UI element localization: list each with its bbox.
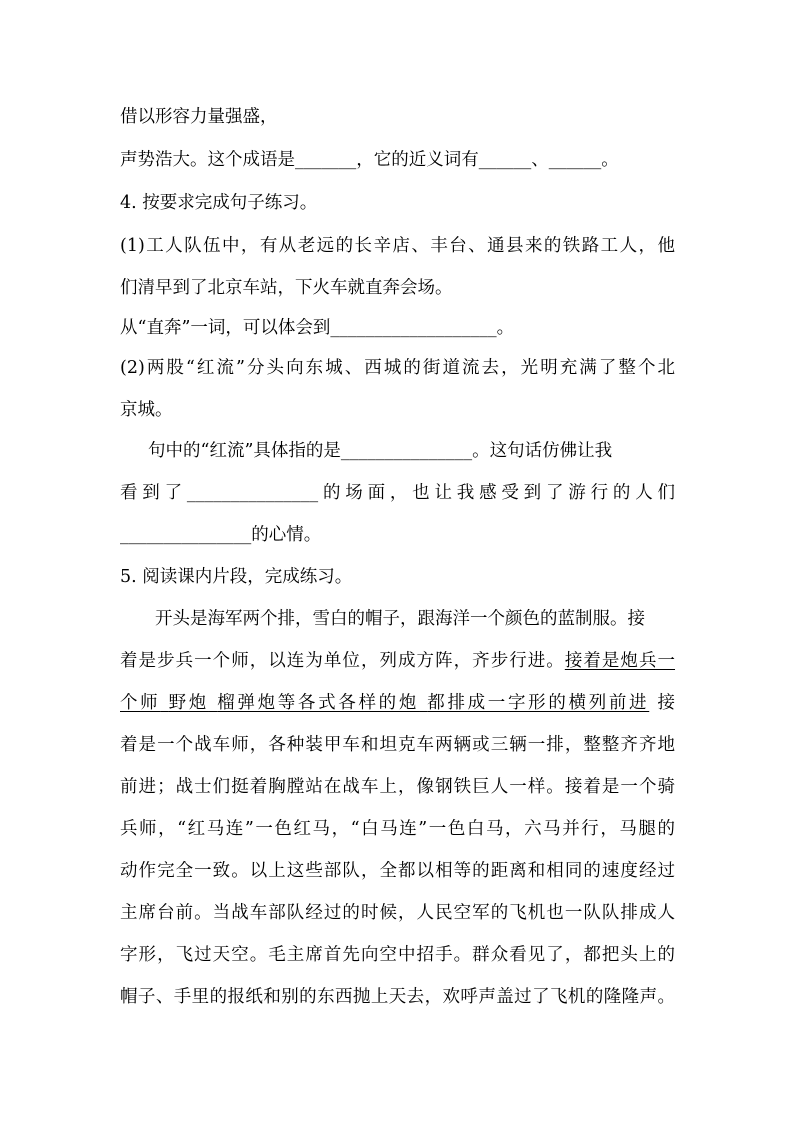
question-4-2-prompt: _______________的心情。 — [120, 525, 322, 545]
underlined-sentence: 接着是炮兵一 — [564, 651, 676, 671]
passage-line — [120, 692, 675, 714]
question-4-1-line: (1)工人队伍中，有从老远的长辛店、丰台、通县来的铁路工人，他 — [120, 236, 675, 256]
question-4-1-line: 们清早到了北京车站，下火车就直奔会场。 — [120, 278, 453, 298]
passage-line: 兵师，“红马连”一色红马，“白马连”一色白马，六马并行，马腿的 — [120, 819, 675, 839]
text-line: 借以形容力量强盛， — [120, 107, 278, 127]
passage-line — [120, 650, 675, 672]
question-5-title: 5. 阅读课内片段，完成练习。 — [120, 567, 353, 587]
question-4-2-line: (2)两股“红流”分头向东城、西城的街道流去，光明充满了整个北 — [120, 358, 675, 378]
question-4-2-prompt: 看到了_______________的场面，也让我感受到了游行的人们 — [120, 483, 675, 503]
passage-line: 前进；战士们挺着胸膛站在战车上，像钢铁巨人一样。接着是一个骑 — [120, 777, 675, 797]
question-4-1-prompt: 从“直奔”一词，可以体会到___________________。 — [120, 318, 515, 338]
passage-line: 字形，飞过天空。毛主席首先向空中招手。群众看见了，都把头上的 — [120, 945, 675, 965]
passage-line: 主席台前。当战车部队经过的时候，人民空军的飞机也一队队排成人 — [120, 903, 675, 923]
passage-line: 动作完全一致。以上这些部队，全都以相等的距离和相同的速度经过 — [120, 861, 675, 881]
underlined-sentence: 榴弹炮等各式各样的炮 — [217, 693, 420, 713]
passage-text: 接 — [657, 693, 675, 713]
underlined-sentence: 个师 — [120, 693, 161, 713]
passage-text: 着是步兵一个师，以连为单位，列成方阵，齐步行进。 — [120, 651, 565, 671]
question-4-2-prompt: 句中的“红流”具体指的是_______________。这句话仿佛让我 — [148, 441, 613, 461]
passage-line: 开头是海军两个排，雪白的帽子，跟海洋一个颜色的蓝制服。接 — [155, 609, 645, 629]
question-4-title: 4. 按要求完成句子练习。 — [120, 193, 318, 213]
passage-line: 着是一个战车师，各种装甲车和坦克车两辆或三辆一排，整整齐齐地 — [120, 735, 675, 755]
underlined-sentence: 都排成一字形的横列前进 — [427, 693, 650, 713]
underlined-sentence: 野炮 — [168, 693, 209, 713]
question-4-2-line: 京城。 — [120, 400, 173, 420]
passage-line: 帽子、手里的报纸和别的东西抛上天去，欢呼声盖过了飞机的隆隆声。 — [120, 987, 675, 1007]
text-line: 声势浩大。这个成语是_______，它的近义词有______、______。 — [120, 150, 619, 170]
